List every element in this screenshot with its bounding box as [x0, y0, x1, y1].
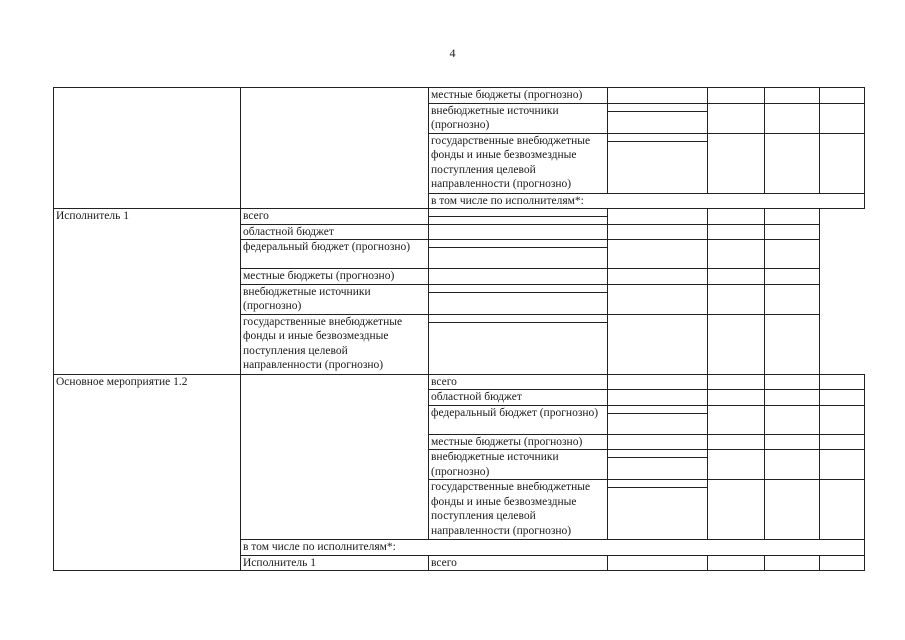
value-cell: [608, 405, 708, 434]
source-cell: федеральный бюджет (прогнозно): [241, 240, 429, 269]
value-cell: [820, 374, 865, 390]
source-cell: областной бюджет: [429, 390, 608, 406]
value-cell: [708, 390, 765, 406]
value-cell: [708, 103, 765, 133]
source-cell: государственные внебюджетные фонды и иные безвозмездные поступления целевой направленности (прогнозно): [429, 480, 608, 540]
value-cell: [820, 88, 865, 104]
source-cell: местные бюджеты (прогнозно): [429, 88, 608, 104]
source-cell: всего: [429, 555, 608, 571]
value-cell: [765, 390, 820, 406]
value-cell: [708, 224, 765, 240]
value-cell: [765, 284, 820, 314]
value-cell: [765, 209, 820, 225]
budget-table: [53, 87, 865, 571]
value-cell: [429, 269, 608, 285]
value-cell: [820, 103, 865, 133]
value-cell: [765, 450, 820, 480]
value-cell: [608, 390, 708, 406]
value-cell: [708, 480, 765, 540]
page-number: 4: [449, 46, 456, 60]
value-cell: [608, 133, 708, 193]
source-cell: местные бюджеты (прогнозно): [429, 434, 608, 450]
value-cell: [820, 434, 865, 450]
value-cell: [765, 480, 820, 540]
value-cell: [708, 133, 765, 193]
value-cell: [708, 284, 765, 314]
source-cell: внебюджетные источники (прогнозно): [429, 450, 608, 480]
value-cell: [708, 209, 765, 225]
value-cell: [765, 314, 820, 374]
value-cell: [765, 269, 820, 285]
value-cell: [708, 434, 765, 450]
value-cell: [820, 390, 865, 406]
value-cell: [608, 88, 708, 104]
value-cell: [429, 224, 608, 240]
value-cell: [608, 434, 708, 450]
value-cell: [708, 405, 765, 434]
table-row: [54, 374, 865, 390]
source-cell: всего: [241, 209, 429, 225]
value-cell: [608, 240, 708, 269]
source-cell: государственные внебюджетные фонды и иные безвозмездные поступления целевой направленности (прогнозно): [241, 314, 429, 374]
value-cell: [429, 314, 608, 374]
value-cell: [820, 405, 865, 434]
value-cell: [608, 224, 708, 240]
value-cell: [608, 555, 708, 571]
by-executors-label: в том числе по исполнителям*:: [429, 193, 865, 209]
source-cell: областной бюджет: [241, 224, 429, 240]
value-cell: [765, 374, 820, 390]
value-cell: [820, 450, 865, 480]
activity-cell: Основное мероприятие 1.2: [54, 374, 241, 571]
value-cell: [820, 480, 865, 540]
value-cell: [608, 103, 708, 133]
source-cell: всего: [429, 374, 608, 390]
value-cell: [765, 405, 820, 434]
value-cell: [765, 434, 820, 450]
value-cell: [708, 450, 765, 480]
source-cell: внебюджетные источники (прогнозно): [429, 103, 608, 133]
value-cell: [429, 240, 608, 269]
source-cell: местные бюджеты (прогнозно): [241, 269, 429, 285]
value-cell: [608, 269, 708, 285]
value-cell: [608, 209, 708, 225]
executor-cell: [241, 374, 429, 540]
value-cell: [820, 555, 865, 571]
source-cell: федеральный бюджет (прогнозно): [429, 405, 608, 434]
table-row: [54, 209, 865, 225]
value-cell: [765, 555, 820, 571]
by-executors-label: в том числе по исполнителям*:: [241, 540, 865, 556]
value-cell: [708, 555, 765, 571]
table-row: [54, 88, 865, 104]
activity-cell: [54, 88, 241, 209]
value-cell: [765, 88, 820, 104]
value-cell: [708, 88, 765, 104]
value-cell: [765, 224, 820, 240]
value-cell: [765, 240, 820, 269]
source-cell: государственные внебюджетные фонды и иные безвозмездные поступления целевой направленности (прогнозно): [429, 133, 608, 193]
value-cell: [608, 480, 708, 540]
source-cell: внебюджетные источники (прогнозно): [241, 284, 429, 314]
executor-cell: Исполнитель 1: [54, 209, 241, 375]
value-cell: [429, 284, 608, 314]
value-cell: [608, 450, 708, 480]
executor-cell: Исполнитель 1: [241, 555, 429, 571]
value-cell: [429, 209, 608, 225]
executor-cell: [241, 88, 429, 209]
value-cell: [608, 314, 708, 374]
value-cell: [765, 133, 820, 193]
value-cell: [765, 103, 820, 133]
value-cell: [708, 314, 765, 374]
value-cell: [820, 133, 865, 193]
value-cell: [708, 374, 765, 390]
value-cell: [708, 269, 765, 285]
value-cell: [608, 374, 708, 390]
value-cell: [708, 240, 765, 269]
value-cell: [608, 284, 708, 314]
